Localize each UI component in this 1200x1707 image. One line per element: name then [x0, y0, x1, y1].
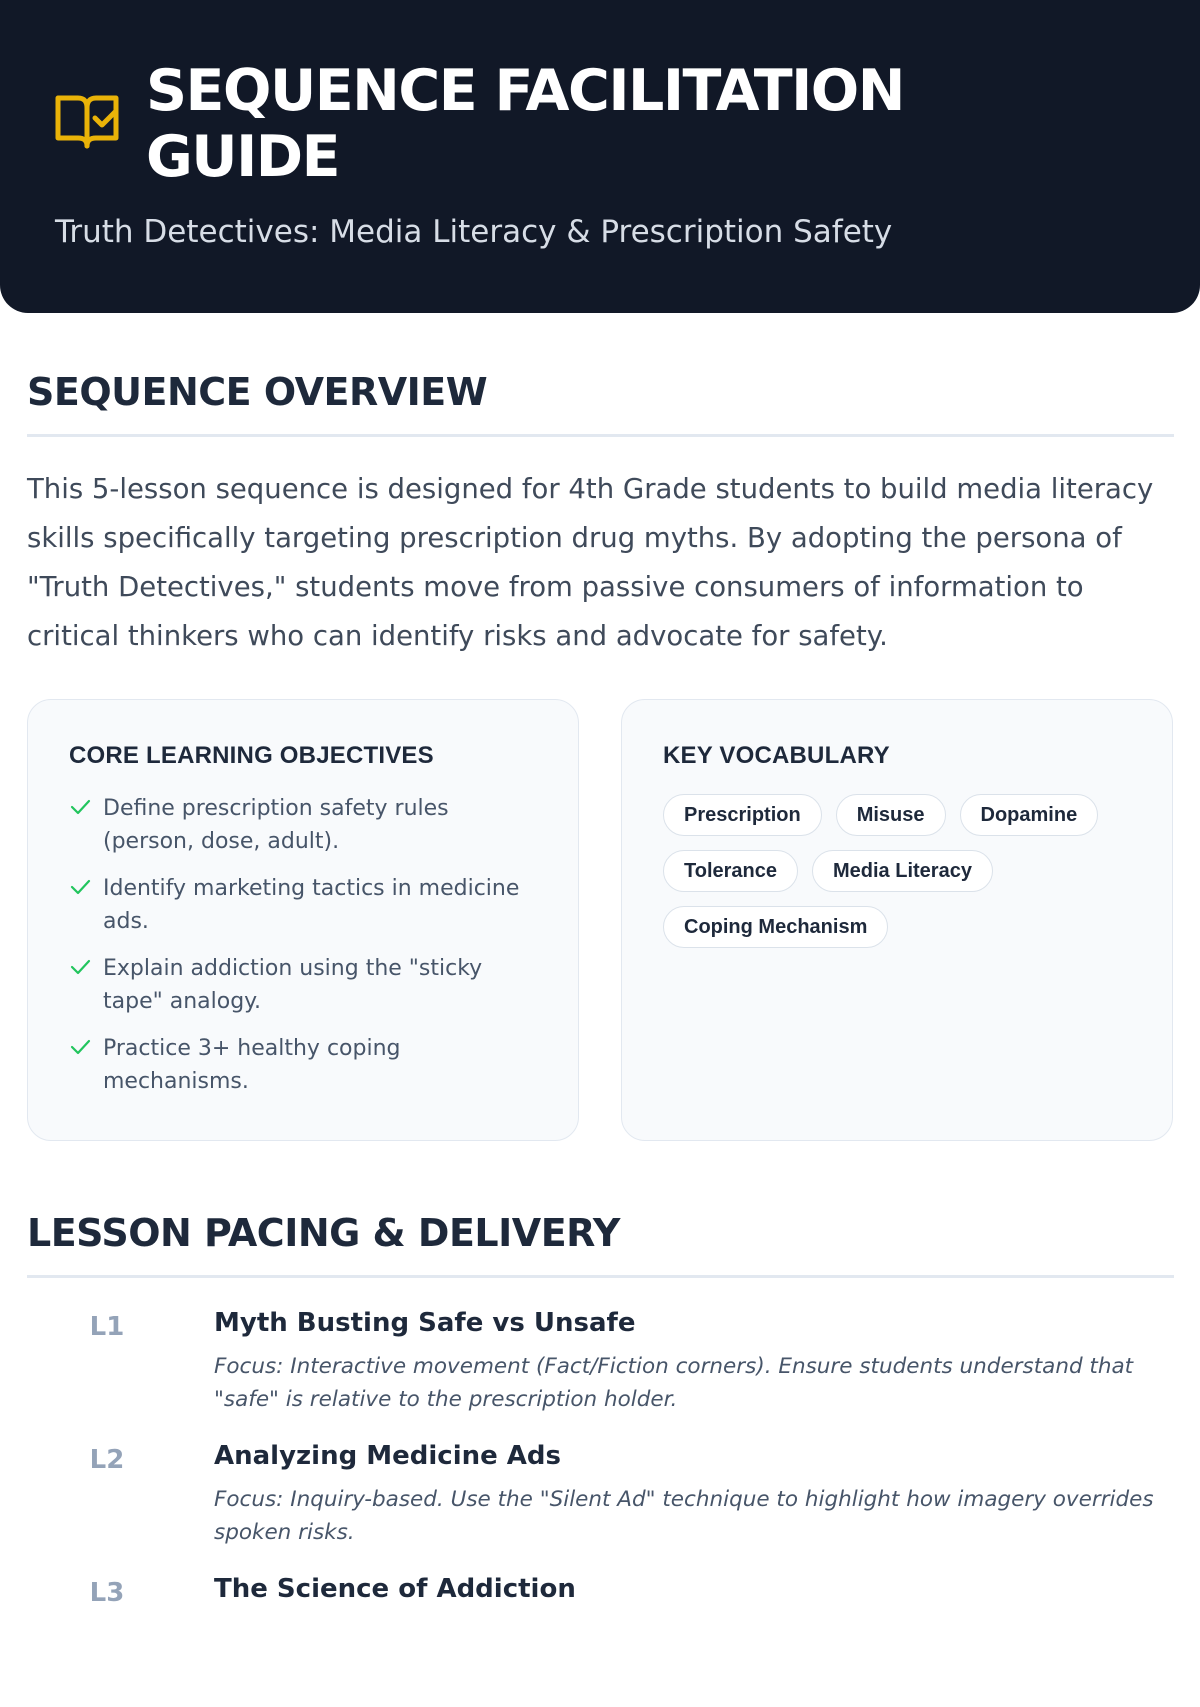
overview-divider: [27, 434, 1174, 437]
objective-text: Identify marketing tactics in medicine ads.: [103, 876, 520, 934]
objectives-list: [69, 792, 539, 1112]
objective-text: Explain addiction using the "sticky tape" analogy.: [103, 956, 483, 1014]
objective-text: Define prescription safety rules (person, dose, adult).: [103, 796, 449, 854]
page-title: SEQUENCE FACILITATION GUIDE: [146, 58, 904, 190]
lesson-focus: Focus: Inquiry-based. Use the "Silent Ad" technique to highlight how imagery overrides spoken risks.: [214, 1487, 1154, 1545]
lesson-item: [27, 1441, 1177, 1574]
objective-item: [69, 1032, 539, 1098]
page-subtitle: Truth Detectives: Media Literacy & Prescription Safety: [55, 214, 893, 250]
lesson-focus: Focus: Interactive movement (Fact/Fiction corners). Ensure students understand that "safe" is relative to the prescription holder.: [214, 1354, 1134, 1412]
vocabulary-heading: KEY VOCABULARY: [663, 742, 890, 769]
lesson-item: [27, 1574, 1177, 1707]
objectives-card: [27, 699, 579, 1141]
objective-item: [69, 872, 539, 938]
objective-item: [69, 792, 539, 858]
page-header: [0, 0, 1200, 313]
vocab-tag: Dopamine: [960, 794, 1099, 836]
check-icon: [69, 796, 91, 818]
check-icon: [69, 1036, 91, 1058]
vocab-tag: Misuse: [836, 794, 946, 836]
check-icon: [69, 876, 91, 898]
objectives-heading: CORE LEARNING OBJECTIVES: [69, 742, 434, 769]
lesson-title: Analyzing Medicine Ads: [214, 1441, 562, 1471]
vocab-tag: Prescription: [663, 794, 822, 836]
lesson-number: L2: [89, 1445, 125, 1475]
lesson-item: [27, 1308, 1177, 1441]
vocab-tag: Tolerance: [663, 850, 798, 892]
vocab-tag: Coping Mechanism: [663, 906, 888, 948]
lesson-number: L1: [89, 1312, 125, 1342]
objective-text: Practice 3+ healthy coping mechanisms.: [103, 1036, 401, 1094]
book-check-icon: [54, 88, 120, 152]
vocab-tag: Media Literacy: [812, 850, 993, 892]
check-icon: [69, 956, 91, 978]
vocabulary-tags: [663, 794, 1133, 948]
overview-paragraph: This 5-lesson sequence is designed for 4th Grade students to build media literacy skills specifically targeting prescription drug myths. By adopting the persona of "Truth Detectives," students move from passive consumers of information to critical thinkers who can identify risks and advocate for safety.: [27, 473, 1154, 652]
lesson-title: Myth Busting Safe vs Unsafe: [214, 1308, 636, 1338]
lesson-title: The Science of Addiction: [214, 1574, 576, 1604]
lesson-number: L3: [89, 1578, 125, 1608]
overview-heading: SEQUENCE OVERVIEW: [27, 370, 488, 414]
lesson-list: [27, 1308, 1177, 1707]
objective-item: [69, 952, 539, 1018]
pacing-heading: LESSON PACING & DELIVERY: [27, 1211, 620, 1255]
vocabulary-card: [621, 699, 1173, 1141]
pacing-divider: [27, 1275, 1174, 1278]
